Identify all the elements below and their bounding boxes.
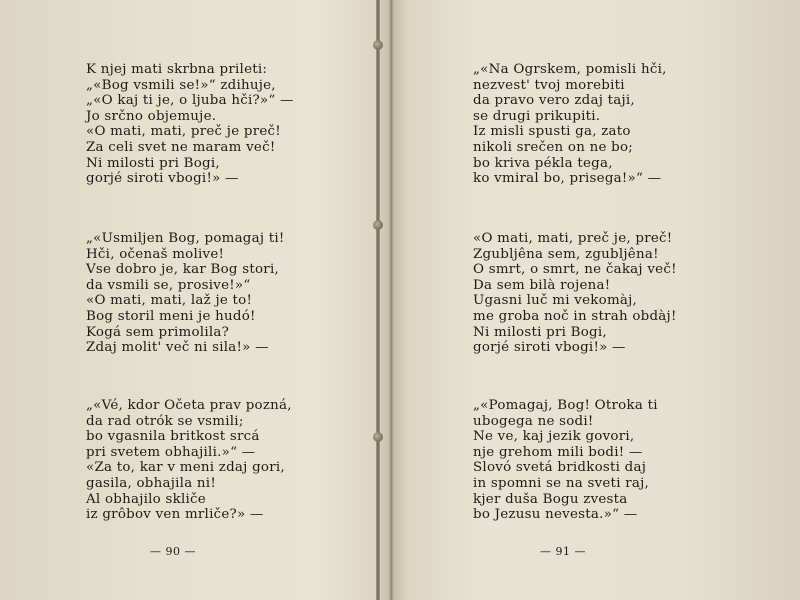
verse-line: nje grehom mili bodi! —	[473, 444, 643, 460]
verse-line: Al obhajilo skliče	[86, 491, 206, 507]
verse-line: Hči, očenaš molive!	[86, 246, 225, 262]
verse-line: Vse dobro je, kar Bog stori,	[86, 262, 279, 278]
verse-line: bo kriva pékla tega,	[473, 155, 613, 171]
verse-line: gorjé siroti vbogi!» —	[473, 340, 626, 356]
verse-line: Da sem bilà rojena!	[473, 277, 611, 293]
verse-line: Ne ve, kaj jezik govori,	[473, 429, 635, 445]
verse-line: Slovó svetá bridkosti daj	[473, 460, 647, 476]
verse-line: «Za to, kar v meni zdaj gori,	[86, 460, 285, 476]
verse-line: gorjé siroti vbogi!» —	[86, 171, 239, 187]
verse-line: ubogega ne sodi!	[473, 413, 594, 429]
left-page	[0, 0, 376, 600]
verse-line: nikoli srečen on ne bo;	[473, 139, 634, 155]
stanza	[86, 398, 292, 523]
verse-line: Bog storil meni je hudó!	[86, 308, 256, 324]
verse-line: K njej mati skrbna prileti:	[86, 62, 268, 77]
verse-line: „«Na Ogrskem, pomisli hči,	[473, 62, 667, 77]
verse-line: Zdaj molit' več ni sila!» —	[86, 340, 269, 356]
verse-line: me groba noč in strah obdàj!	[473, 308, 677, 324]
verse-line: „«Pomagaj, Bog! Otroka ti	[473, 398, 658, 413]
verse-line: „«Bog vsmili se!»“ zdihuje,	[86, 77, 276, 93]
stanza	[86, 231, 285, 356]
verse-line: da pravo vero zdaj taji,	[473, 93, 635, 109]
verse-line: „«O kaj ti je, o ljuba hči?»“ —	[86, 93, 294, 109]
verse-line: kjer duša Bogu zvesta	[473, 491, 628, 507]
verse-line: iz grôbov ven mrliče?» —	[86, 507, 264, 523]
verse-line: Zgubljêna sem, zgubljêna!	[473, 246, 659, 262]
right-page	[380, 0, 800, 600]
verse-line: Za celi svet ne maram več!	[86, 139, 276, 155]
verse-line: ko vmiral bo, prisega!»“ —	[473, 171, 662, 187]
verse-line: nezvest' tvoj morebiti	[473, 77, 625, 93]
page-number: — 91 —	[540, 545, 586, 558]
stanza	[473, 62, 667, 187]
verse-line: Jo srčno objemuje.	[86, 108, 217, 124]
verse-line: Ni milosti pri Bogi,	[86, 155, 220, 171]
verse-line: Ni milosti pri Bogi,	[473, 324, 607, 340]
verse-line: bo Jezusu nevesta.»“ —	[473, 507, 638, 523]
verse-line: „«Vé, kdor Očeta prav pozná,	[86, 398, 292, 413]
verse-line: pri svetem obhajili.»“ —	[86, 444, 256, 460]
verse-line: Ugasni luč mi vekomàj,	[473, 293, 638, 309]
verse-line: gasila, obhajila ni!	[86, 475, 216, 491]
stanza	[473, 398, 658, 523]
verse-line: Kogá sem primolila?	[86, 324, 230, 340]
verse-line: in spomni se na sveti raj,	[473, 475, 650, 491]
verse-line: Iz misli spusti ga, zato	[473, 124, 631, 140]
verse-line: se drugi prikupiti.	[473, 108, 601, 124]
verse-line: «O mati, mati, laž je to!	[86, 293, 253, 309]
verse-line: «O mati, mati, preč je preč!	[86, 124, 281, 140]
verse-line: da vsmili se, prosive!»“	[86, 277, 251, 293]
stanza	[473, 231, 677, 356]
page-number: — 90 —	[150, 545, 196, 558]
stanza	[86, 62, 294, 187]
verse-line: «O mati, mati, preč je, preč!	[473, 231, 673, 246]
verse-line: bo vgasnila britkost srcá	[86, 429, 260, 445]
verse-line: O smrt, o smrt, ne čakaj več!	[473, 262, 677, 278]
verse-line: da rad otrók se vsmili;	[86, 413, 244, 429]
verse-line: „«Usmiljen Bog, pomagaj ti!	[86, 231, 285, 246]
